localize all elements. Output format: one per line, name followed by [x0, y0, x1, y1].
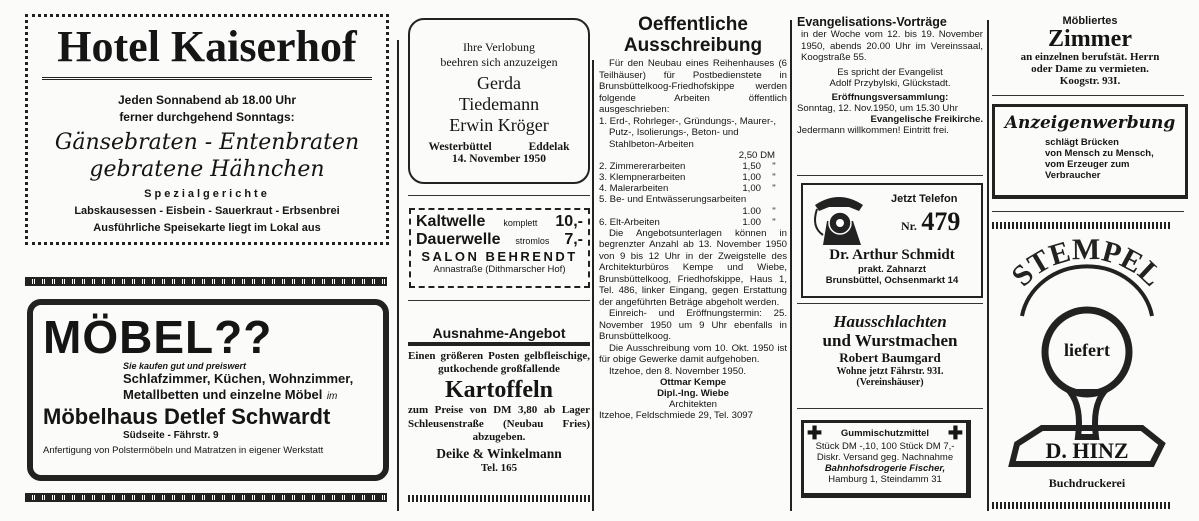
cross-icon: ✚ — [807, 423, 823, 443]
tender-notice — [599, 14, 787, 421]
moebel-items2: Metallbetten und einzelne Möbel — [123, 387, 323, 402]
advertising-text — [1045, 137, 1177, 181]
stamp-ad — [992, 232, 1182, 497]
engagement-name3: Erwin Kröger — [449, 115, 549, 135]
engagement-places — [410, 141, 588, 153]
tender-item-price: 2,50 — [738, 150, 758, 161]
tender-p3: Die Ausschreibung vom 10. Okt. 1950 ist für obige Gewerke damit aufgehoben. — [599, 342, 787, 365]
evangelisation-ad — [797, 15, 983, 136]
tender-item-price: 1,50 — [742, 161, 761, 172]
evangel-speaker2: Adolf Przybylski, Glückstadt. — [829, 77, 951, 89]
moebel-im: im — [326, 391, 338, 402]
tender-item-unit: " — [772, 205, 776, 217]
tender-item-price: 1,00 — [742, 183, 761, 194]
room-pre: Möbliertes — [1062, 15, 1118, 27]
salon-price2: 7,- — [564, 231, 583, 248]
divider — [797, 408, 983, 409]
tender-intro: Für den Neubau eines Reihenhauses (6 Teilhäuser) für Postbedienstete in Brunsbüttelkoog-Friedhofskippe werden folgende Arbeiten öffentlich ausgeschrieben: — [599, 58, 787, 115]
potato-intro: Einen größeren Posten gelbfleischige, gutkochende großfallende — [408, 350, 590, 376]
engagement-line2: beehren sich anzuzeigen — [440, 55, 558, 69]
tender-item-unit: " — [772, 161, 776, 172]
hotel-kaiserhof-ad — [25, 14, 389, 245]
potato-heading: Ausnahme-Angebot — [408, 325, 590, 346]
divider — [992, 95, 1184, 96]
divider — [408, 300, 590, 301]
tender-item-label: 3. Klempnerarbeiten — [599, 172, 686, 183]
tender-item-label: 6. Elt-Arbeiten — [599, 216, 660, 228]
ornament-border — [25, 493, 387, 502]
stamp-center: liefert — [1064, 340, 1110, 360]
ornament-border — [25, 277, 387, 286]
salon-dauerwelle: Dauerwelle — [416, 231, 501, 248]
hotel-special-heading: Spezialgerichte — [144, 188, 270, 200]
divider — [797, 175, 983, 176]
stamp-arc-label: STEMPEL — [1005, 233, 1169, 293]
potato-product: Kartoffeln — [445, 377, 553, 404]
engagement-place1: Westerbüttel — [428, 141, 492, 153]
tender-item — [599, 116, 787, 162]
stamp-footer: Buchdruckerei — [1048, 476, 1126, 490]
tender-sig1: Ottmar Kempe — [659, 377, 727, 388]
salon-line2 — [416, 231, 583, 249]
moebel-company: Möbelhaus Detlef Schwardt — [43, 404, 331, 429]
hotel-dish1: Gänsebraten - Entenbraten — [54, 130, 360, 155]
salon-kaltwelle: Kaltwelle — [416, 213, 486, 230]
evangel-text: in der Woche vom 12. bis 19. November 1950, abends 20.00 Uhr im Vereinssaal, Koogstraße 55. — [801, 29, 983, 63]
hotel-specials: Labskausessen - Eisbein - Sauerkraut - Erbsenbrei — [74, 205, 340, 217]
moebel-footer: Anfertigung von Polstermöbeln und Matratzen in eigener Werkstatt — [43, 445, 324, 456]
potato-text: zum Preise von DM 3,80 ab Lager Schleusenstraße (Neubau Fries) abzugeben. — [408, 404, 590, 443]
dentist-nr: Nr. — [901, 219, 917, 233]
engagement-date: 14. November 1950 — [451, 153, 546, 165]
room-title: Zimmer — [1048, 26, 1132, 52]
tender-item — [599, 172, 787, 183]
tender-sig2: Dipl.-Ing. Wiebe — [657, 388, 729, 399]
divider — [42, 77, 372, 81]
tender-items — [599, 116, 787, 228]
column-rule — [790, 20, 792, 511]
dentist-now: Jetzt Telefon — [891, 193, 958, 205]
tender-item — [599, 217, 787, 228]
advertising-title: Anzeigenwerbung — [1004, 113, 1176, 133]
dentist-title: prakt. Zahnarzt — [857, 264, 927, 275]
tender-address: Itzehoe, Feldschmiede 29, Tel. 3097 — [599, 410, 753, 421]
dentist-name: Dr. Arthur Schmidt — [829, 247, 955, 263]
divider — [992, 211, 1184, 212]
advertising-l3: vom Erzeuger zum Verbraucher — [1045, 159, 1130, 181]
moebel-title: MÖBEL?? — [43, 311, 273, 363]
potato-tel: Tel. 165 — [480, 461, 518, 474]
salon-stromlos: stromlos — [515, 236, 550, 246]
stamp-arc-text — [992, 232, 1182, 332]
tender-item — [599, 194, 787, 217]
engagement-name2: Tiedemann — [458, 94, 540, 114]
evangel-opening: Eröffnungsversammlung: — [831, 91, 949, 103]
tender-item-price: 1.00 — [742, 205, 761, 217]
salon-komplett: komplett — [503, 218, 538, 228]
moebel-items2-line — [123, 386, 373, 404]
hotel-dish2: gebratene Hähnchen — [89, 157, 325, 182]
ornament-border — [992, 222, 1172, 229]
tender-item-price: 1,00 — [742, 172, 761, 183]
salon-line1 — [416, 213, 583, 231]
evangel-welcome: Jedermann willkommen! Eintritt frei. — [797, 124, 949, 136]
tender-item-unit: " — [772, 216, 776, 228]
column-rule — [397, 40, 399, 511]
salon-name: SALON BEHRENDT — [421, 249, 578, 264]
tender-dateline: Itzehoe, den 8. November 1950. — [609, 365, 747, 377]
moebel-ad — [27, 299, 389, 481]
tender-p2: Einreich- und Eröffnungstermin: 25. November 1950 um 9 Uhr ebenfalls in Brunsbüttelkoog. — [599, 308, 787, 342]
butcher-address: Wohne jetzt Fährstr. 93I. — [836, 366, 944, 377]
hotel-title: Hotel Kaiserhof — [57, 22, 357, 71]
stamp-name: D. HINZ — [1045, 438, 1129, 463]
dentist-text — [803, 247, 981, 286]
tender-item-unit: DM — [760, 150, 775, 161]
butcher-title1: Hausschlachten — [833, 312, 947, 331]
evangel-date: Sonntag, 12. Nov.1950, um 15.30 Uhr — [797, 102, 958, 114]
dentist-ad — [801, 183, 983, 298]
divider — [797, 303, 983, 304]
gummi-l1: Stück DM -,10, 100 Stück DM 7,- — [815, 441, 955, 452]
tender-item-unit: " — [772, 183, 776, 194]
dentist-address: Brunsbüttel, Ochsenmarkt 14 — [825, 275, 959, 286]
butcher-name: Robert Baumgard — [839, 350, 941, 365]
advertising-l1: schlägt Brücken — [1045, 137, 1119, 148]
column-rule — [592, 60, 594, 511]
dentist-phone — [901, 207, 960, 237]
telephone-icon — [809, 191, 871, 247]
svg-text:STEMPEL — [1005, 233, 1168, 293]
room-ad — [990, 15, 1190, 87]
evangel-title: Evangelisations-Vorträge — [797, 15, 947, 29]
potato-company: Deike & Winkelmann — [436, 445, 562, 461]
ornament-border — [408, 495, 590, 502]
tender-sig3: Architekten — [669, 399, 717, 410]
tender-item-label: 4. Malerarbeiten — [599, 183, 669, 194]
advertising-ad — [992, 104, 1188, 199]
tender-item-label: 1. Erd-, Rohrleger-, Gründungs-, Maurer-, Putz-, Isolierungs-, Beton- und Stahlbeton-Arbeiten — [599, 115, 777, 150]
engagement-line1: Ihre Verlobung — [462, 40, 536, 54]
gummi-l2: Diskr. Versand geg. Nachnahme — [816, 452, 954, 463]
tender-item-label: 5. Be- und Entwässerungsarbeiten — [599, 194, 747, 205]
cross-icon: ✚ — [947, 423, 963, 443]
gummi-l3: Bahnhofsdrogerie Fischer, — [824, 463, 946, 474]
tender-title2: Ausschreibung — [623, 35, 763, 56]
potato-ad — [408, 325, 590, 474]
hotel-line2: ferner durchgehend Sonntags: — [119, 110, 295, 124]
gummi-title-line — [804, 425, 966, 441]
salon-ad — [409, 208, 590, 288]
room-l2: oder Dame zu vermieten. — [1031, 63, 1149, 75]
gummi-title: Gummischutzmittel — [840, 427, 930, 439]
gummi-l4: Hamburg 1, Steindamm 31 — [828, 474, 942, 485]
engagement-place2: Eddelak — [528, 141, 570, 153]
moebel-items1: Schlafzimmer, Küchen, Wohnzimmer, — [123, 371, 354, 386]
butcher-title2: und Wurstmachen — [822, 331, 958, 350]
evangel-church: Evangelische Freikirche. — [870, 113, 983, 125]
tender-p1: Die Angebotsunterlagen können in begrenzter Anzahl ab 13. November 1950 von 9 bis 12 Uhr in der Zweigstelle des Architekturbüros Kempe und Wiebe, Brunsbüttelkoog, Friedhofskippe, Haus 1, Tel. 486, linker Eingang, gegen Erstattung der angeführten Beträge abgeholt werden. — [599, 227, 787, 308]
room-address: Koogstr. 93I. — [1059, 75, 1121, 87]
tender-item-label: 2. Zimmererarbeiten — [599, 161, 686, 172]
engagement-name1: Gerda — [477, 73, 521, 93]
butcher-note: (Vereinshäuser) — [856, 377, 924, 388]
hotel-footer: Ausführliche Speisekarte liegt im Lokal aus — [93, 222, 321, 234]
divider — [408, 195, 590, 196]
column-rule — [987, 20, 989, 511]
dentist-number: 479 — [921, 207, 961, 236]
engagement-ad — [408, 18, 590, 184]
tender-item — [599, 161, 787, 172]
salon-address: Annastraße (Dithmarscher Hof) — [433, 264, 566, 275]
moebel-address: Südseite - Fährstr. 9 — [123, 430, 219, 441]
tender-item-price: 1.00 — [742, 216, 761, 228]
salon-price1: 10,- — [555, 213, 583, 230]
tender-title1: Oeffentliche — [638, 14, 748, 35]
tender-item — [599, 183, 787, 194]
evangel-speaker1: Es spricht der Evangelist — [837, 66, 943, 78]
hotel-line1: Jeden Sonnabend ab 18.00 Uhr — [117, 93, 297, 107]
tender-item-unit: " — [772, 172, 776, 183]
butcher-ad — [797, 312, 983, 388]
advertising-l2: von Mensch zu Mensch, — [1045, 148, 1154, 159]
room-l1: an einzelnen berufstät. Herrn — [1020, 51, 1160, 63]
gummi-ad — [801, 420, 971, 498]
moebel-intro: Sie kaufen gut und preiswert — [123, 361, 247, 371]
ornament-border — [992, 502, 1172, 509]
